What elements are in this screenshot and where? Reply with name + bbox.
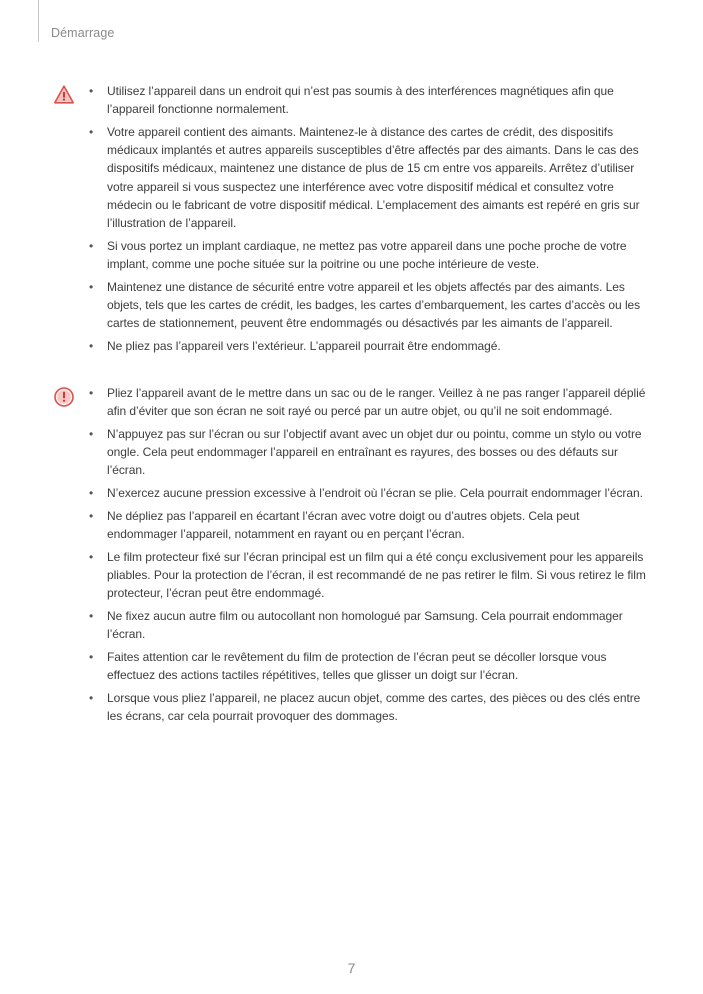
list-item: • Lorsque vous pliez l’appareil, ne placez aucun objet, comme des cartes, des pièces ou des clés entre les écrans, car cela pourrait provoquer des dommages. (89, 689, 651, 725)
warning-triangle-icon (53, 84, 75, 106)
list-item: • Pliez l’appareil avant de le mettre dans un sac ou de le ranger. Veillez à ne pas ranger l’appareil déplié afin d’éviter que son écran ne soit rayé ou percé par un autre objet, ou qu’il ne soit endommagé. (89, 384, 651, 420)
list-item: • N’appuyez pas sur l’écran ou sur l’objectif avant avec un objet dur ou pointu, comme un stylo ou votre ongle. Cela peut endommager l’appareil en entraînant es rayures, des bosses ou des défauts sur l’écran. (89, 425, 651, 480)
list-item: • Le film protecteur fixé sur l’écran principal est un film qui a été conçu exclusivement pour les appareils pliables. Pour la protection de l’écran, il est recommandé de ne pas retirer le film. Si vous retirez le film protecteur, l’écran peut être endommagé. (89, 548, 651, 603)
list-item: • Ne fixez aucun autre film ou autocollant non homologué par Samsung. Cela pourrait endommager l’écran. (89, 607, 651, 643)
list-item: • Ne pliez pas l’appareil vers l’extérieur. L’appareil pourrait être endommagé. (89, 337, 651, 355)
list-item: • Votre appareil contient des aimants. Maintenez-le à distance des cartes de crédit, des dispositifs médicaux implantés et autres appareils susceptibles d’être affectés par des aimants. Dans le cas des dispositifs médicaux, maintenez une distance de plus de 15 cm entre vos appareils. Arrêtez d’utiliser votre appareil si vous suspectez une interférence avec votre dispositif médical et consultez votre médecin ou le fabricant de votre dispositif médical. L’emplacement des aimants est repéré en gris sur l’illustration de l’appareil. (89, 123, 651, 232)
warning-list (89, 82, 651, 359)
list-item: • Ne dépliez pas l’appareil en écartant l’écran avec votre doigt ou d’autres objets. Cela peut endommager l’appareil, notamment en rayant ou en perçant l’écran. (89, 507, 651, 543)
list-item: • Maintenez une distance de sécurité entre votre appareil et les objets affectés par des aimants. Les objets, tels que les cartes de crédit, les badges, les cartes d’embarquement, les cartes d’accès ou les cartes de stationnement, peuvent être endommagés ou désactivés par les aimants de l’appareil. (89, 278, 651, 333)
list-item: • Si vous portez un implant cardiaque, ne mettez pas votre appareil dans une poche proche de votre implant, comme une poche située sur la poitrine ou une poche intérieure de veste. (89, 237, 651, 273)
list-item: • N’exercez aucune pression excessive à l’endroit où l’écran se plie. Cela pourrait endommager l’écran. (89, 484, 651, 502)
header-divider (38, 0, 39, 42)
list-item: • Utilisez l’appareil dans un endroit qui n’est pas soumis à des interférences magnétiques afin que l’appareil fonctionne normalement. (89, 82, 651, 118)
page-number: 7 (347, 960, 356, 976)
section-title: Démarrage (51, 26, 115, 40)
caution-circle-icon (53, 386, 75, 408)
list-item: • Faites attention car le revêtement du film de protection de l’écran peut se décoller lorsque vous effectuez des actions tactiles répétitives, telles que glisser un doigt sur l’écran. (89, 648, 651, 684)
caution-list (89, 384, 651, 729)
